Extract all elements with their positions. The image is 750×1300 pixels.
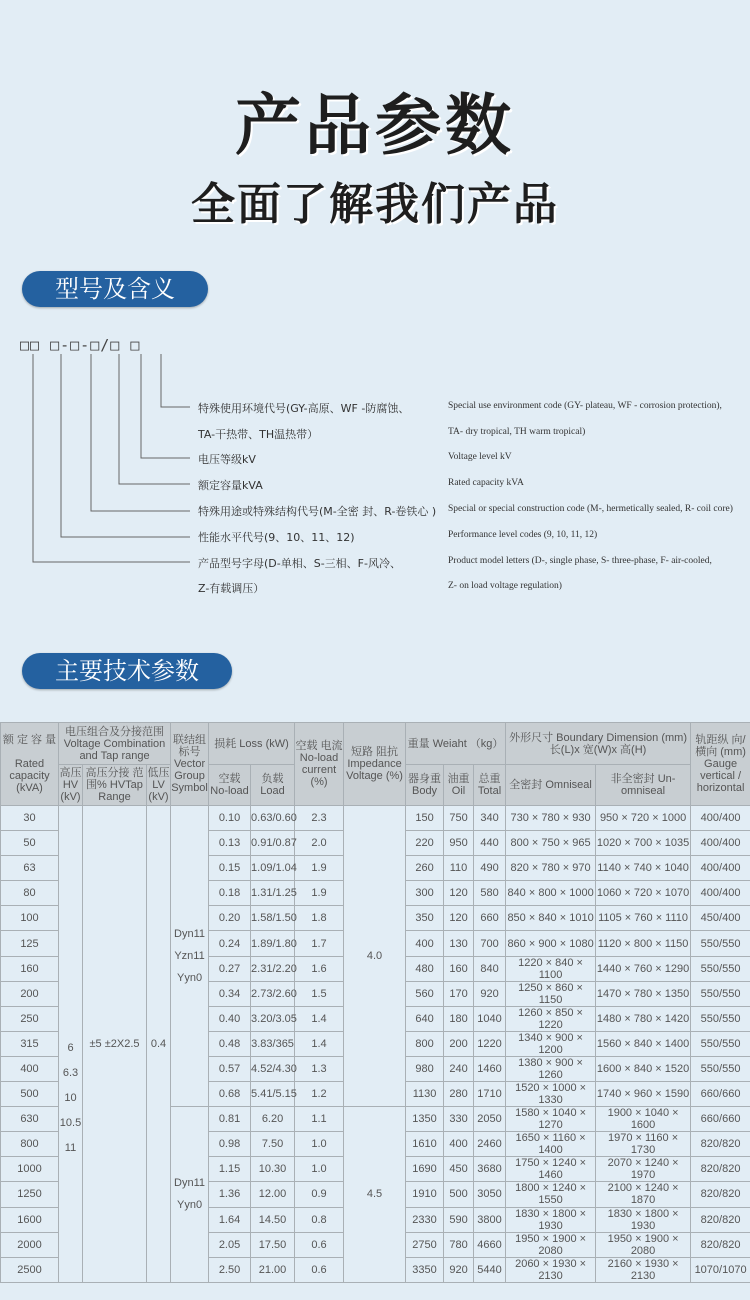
cell: 2160 × 1930 × 2130 xyxy=(596,1257,691,1282)
cell: 350 xyxy=(406,906,444,931)
cell: 1.7 xyxy=(295,931,344,956)
cell: 0.81 xyxy=(209,1107,251,1132)
model-meaning-cn: 特殊使用环境代号(GY-高原、WF -防腐蚀、 xyxy=(198,402,410,415)
cell: 400 xyxy=(444,1132,474,1157)
cell: 1.1 xyxy=(295,1107,344,1132)
cell: 1950 × 1900 × 2080 xyxy=(596,1232,691,1257)
cell: 400/400 xyxy=(691,881,750,906)
cell: 0.9 xyxy=(295,1182,344,1207)
cell: 1.31/1.25 xyxy=(251,881,295,906)
cell: 840 × 800 × 1000 xyxy=(506,881,596,906)
cell: 1600 xyxy=(1,1207,59,1232)
cell: 3680 xyxy=(474,1157,506,1182)
cell: 180 xyxy=(444,1006,474,1031)
cell: 21.00 xyxy=(251,1257,295,1282)
cell: 1900 × 1040 × 1600 xyxy=(596,1107,691,1132)
model-meaning-en: Voltage level kV xyxy=(448,452,512,462)
cell: 160 xyxy=(444,956,474,981)
cell: 850 × 840 × 1010 xyxy=(506,906,596,931)
cell: 1910 xyxy=(406,1182,444,1207)
cell: 820/820 xyxy=(691,1157,750,1182)
cell: 1.64 xyxy=(209,1207,251,1232)
cell: 2460 xyxy=(474,1132,506,1157)
cell: 300 xyxy=(406,881,444,906)
cell: 400/400 xyxy=(691,806,750,831)
th-tap: 高压分接 范围% HVTap Range xyxy=(83,765,147,806)
cell: 1380 × 900 × 1260 xyxy=(506,1056,596,1081)
cell: 500 xyxy=(1,1082,59,1107)
cell: 2050 xyxy=(474,1107,506,1132)
cell: 580 xyxy=(474,881,506,906)
th-vector: 联结组 标号 Vector Group Symbol xyxy=(171,723,209,806)
cell: 840 xyxy=(474,956,506,981)
cell: 240 xyxy=(444,1056,474,1081)
cell: 3350 xyxy=(406,1257,444,1282)
th-total: 总重 Total xyxy=(474,765,506,806)
cell: 0.18 xyxy=(209,881,251,906)
tap-range: ±5 ±2X2.5 xyxy=(83,806,147,1283)
th-lv: 低压 LV (kV) xyxy=(147,765,171,806)
cell: 800 xyxy=(1,1132,59,1157)
cell: 550/550 xyxy=(691,981,750,1006)
cell: 640 xyxy=(406,1006,444,1031)
cell: 820/820 xyxy=(691,1207,750,1232)
cell: 1950 × 1900 × 2080 xyxy=(506,1232,596,1257)
cell: 3800 xyxy=(474,1207,506,1232)
th-capacity: 额 定 容 量 Rated capacity (kVA) xyxy=(1,723,59,806)
cell: 200 xyxy=(444,1031,474,1056)
model-code-connector-lines xyxy=(0,0,750,620)
cell: 1800 × 1240 × 1550 xyxy=(506,1182,596,1207)
cell: 1480 × 780 × 1420 xyxy=(596,1006,691,1031)
model-meaning-cn: 额定容量kVA xyxy=(198,479,263,492)
cell: 1105 × 760 × 1110 xyxy=(596,906,691,931)
cell: 0.40 xyxy=(209,1006,251,1031)
cell: 1.2 xyxy=(295,1082,344,1107)
cell: 550/550 xyxy=(691,1006,750,1031)
cell: 1580 × 1040 × 1270 xyxy=(506,1107,596,1132)
cell: 2750 xyxy=(406,1232,444,1257)
cell: 1250 xyxy=(1,1182,59,1207)
cell: 2.50 xyxy=(209,1257,251,1282)
cell: 160 xyxy=(1,956,59,981)
cell: 3.20/3.05 xyxy=(251,1006,295,1031)
th-noload: 空载 No-load xyxy=(209,765,251,806)
cell: 250 xyxy=(1,1006,59,1031)
hv-values: 6 6.3 10 10.5 11 xyxy=(59,806,83,1283)
cell: 1460 xyxy=(474,1056,506,1081)
cell: 1560 × 840 × 1400 xyxy=(596,1031,691,1056)
cell: 1650 × 1160 × 1400 xyxy=(506,1132,596,1157)
cell: 920 xyxy=(444,1257,474,1282)
cell: 1.8 xyxy=(295,906,344,931)
cell: 730 × 780 × 930 xyxy=(506,806,596,831)
model-meaning-en: Rated capacity kVA xyxy=(448,478,524,488)
cell: 63 xyxy=(1,856,59,881)
impedance-2: 4.5 xyxy=(344,1107,406,1283)
cell: 0.6 xyxy=(295,1232,344,1257)
cell: 1690 xyxy=(406,1157,444,1182)
lv-value: 0.4 xyxy=(147,806,171,1283)
page-subtitle: 全面了解我们产品 xyxy=(191,179,559,230)
th-oil: 油重 Oil xyxy=(444,765,474,806)
section-badge-specs: 主要技术参数 xyxy=(22,653,232,689)
cell: 1250 × 860 × 1150 xyxy=(506,981,596,1006)
cell: 1120 × 800 × 1150 xyxy=(596,931,691,956)
model-meaning-en: Performance level codes (9, 10, 11, 12) xyxy=(448,530,598,540)
cell: 1260 × 850 × 1220 xyxy=(506,1006,596,1031)
model-code-pattern: □□ □-□-□/□ □ xyxy=(20,336,141,354)
cell: 2060 × 1930 × 2130 xyxy=(506,1257,596,1282)
cell: 260 xyxy=(406,856,444,881)
cell: 1220 xyxy=(474,1031,506,1056)
cell: 17.50 xyxy=(251,1232,295,1257)
cell: 550/550 xyxy=(691,956,750,981)
cell: 2500 xyxy=(1,1257,59,1282)
spec-table xyxy=(0,722,750,1283)
cell: 2.3 xyxy=(295,806,344,831)
vector-group-2: Dyn11 Yyn0 xyxy=(171,1107,209,1283)
cell: 750 xyxy=(444,806,474,831)
cell: 0.15 xyxy=(209,856,251,881)
cell: 1350 xyxy=(406,1107,444,1132)
cell: 630 xyxy=(1,1107,59,1132)
cell: 450/400 xyxy=(691,906,750,931)
model-meaning-en: Product model letters (D-, single phase, S- three-phase, F- air-cooled, xyxy=(448,556,712,566)
cell: 200 xyxy=(1,981,59,1006)
cell: 1.4 xyxy=(295,1006,344,1031)
cell: 1830 × 1800 × 1930 xyxy=(596,1207,691,1232)
page-title: 产品参数 xyxy=(235,87,515,164)
cell: 0.57 xyxy=(209,1056,251,1081)
cell: 0.98 xyxy=(209,1132,251,1157)
cell: 1070/1070 xyxy=(691,1257,750,1282)
cell: 550/550 xyxy=(691,1056,750,1081)
table-row xyxy=(1,806,750,831)
cell: 12.00 xyxy=(251,1182,295,1207)
cell: 1.3 xyxy=(295,1056,344,1081)
cell: 1.6 xyxy=(295,956,344,981)
cell: 820 × 780 × 970 xyxy=(506,856,596,881)
cell: 1470 × 780 × 1350 xyxy=(596,981,691,1006)
cell: 120 xyxy=(444,906,474,931)
cell: 700 xyxy=(474,931,506,956)
cell: 315 xyxy=(1,1031,59,1056)
th-voltage: 电压组合及分接范围 Voltage Combination and Tap range xyxy=(59,723,171,765)
model-meaning-en: Z- on load voltage regulation) xyxy=(448,581,562,591)
cell: 1830 × 1800 × 1930 xyxy=(506,1207,596,1232)
cell: 280 xyxy=(444,1082,474,1107)
model-meaning-en: TA- dry tropical, TH warm tropical) xyxy=(448,427,586,437)
cell: 2070 × 1240 × 1970 xyxy=(596,1157,691,1182)
cell: 2330 xyxy=(406,1207,444,1232)
th-body: 器身重 Body xyxy=(406,765,444,806)
cell: 1.89/1.80 xyxy=(251,931,295,956)
cell: 1.36 xyxy=(209,1182,251,1207)
cell: 0.34 xyxy=(209,981,251,1006)
cell: 2000 xyxy=(1,1232,59,1257)
th-unomniseal: 非全密封 Un-omniseal xyxy=(596,765,691,806)
cell: 1060 × 720 × 1070 xyxy=(596,881,691,906)
cell: 800 × 750 × 965 xyxy=(506,831,596,856)
vector-group-1: Dyn11 Yzn11 Yyn0 xyxy=(171,806,209,1107)
th-load: 负载 Load xyxy=(251,765,295,806)
th-gauge: 轨距纵 向/横向 (mm) Gauge vertical / horizontal xyxy=(691,723,750,806)
cell: 1750 × 1240 × 1460 xyxy=(506,1157,596,1182)
cell: 1020 × 700 × 1035 xyxy=(596,831,691,856)
cell: 2.0 xyxy=(295,831,344,856)
cell: 1040 xyxy=(474,1006,506,1031)
cell: 1.5 xyxy=(295,981,344,1006)
cell: 1140 × 740 × 1040 xyxy=(596,856,691,881)
cell: 0.91/0.87 xyxy=(251,831,295,856)
cell: 0.13 xyxy=(209,831,251,856)
th-impedance: 短路 阻抗 Impedance Voltage (%) xyxy=(344,723,406,806)
cell: 330 xyxy=(444,1107,474,1132)
model-meaning-en: Special or special construction code (M-, hermetically sealed, R- coil core) xyxy=(448,504,733,514)
cell: 130 xyxy=(444,931,474,956)
cell: 1.09/1.04 xyxy=(251,856,295,881)
cell: 0.8 xyxy=(295,1207,344,1232)
cell: 490 xyxy=(474,856,506,881)
cell: 1.9 xyxy=(295,881,344,906)
cell: 100 xyxy=(1,906,59,931)
cell: 550/550 xyxy=(691,931,750,956)
th-hv: 高压 HV (kV) xyxy=(59,765,83,806)
cell: 1340 × 900 × 1200 xyxy=(506,1031,596,1056)
cell: 550/550 xyxy=(691,1031,750,1056)
cell: 2.73/2.60 xyxy=(251,981,295,1006)
cell: 4660 xyxy=(474,1232,506,1257)
th-omniseal: 全密封 Omniseal xyxy=(506,765,596,806)
cell: 440 xyxy=(474,831,506,856)
cell: 0.24 xyxy=(209,931,251,956)
model-meaning-en: Special use environment code (GY- plateau, WF - corrosion protection), xyxy=(448,401,722,411)
cell: 660/660 xyxy=(691,1082,750,1107)
cell: 780 xyxy=(444,1232,474,1257)
cell: 820/820 xyxy=(691,1232,750,1257)
cell: 1600 × 840 × 1520 xyxy=(596,1056,691,1081)
th-dimension: 外形尺寸 Boundary Dimension (mm) 长(L)x 宽(W)x 高(H) xyxy=(506,723,691,765)
cell: 6.20 xyxy=(251,1107,295,1132)
cell: 1740 × 960 × 1590 xyxy=(596,1082,691,1107)
cell: 480 xyxy=(406,956,444,981)
cell: 50 xyxy=(1,831,59,856)
cell: 1.0 xyxy=(295,1132,344,1157)
cell: 400 xyxy=(1,1056,59,1081)
impedance-1: 4.0 xyxy=(344,806,406,1107)
th-current: 空载 电流 No-load current (%) xyxy=(295,723,344,806)
cell: 220 xyxy=(406,831,444,856)
cell: 590 xyxy=(444,1207,474,1232)
model-meaning-cn: TA-干热带、TH温热带） xyxy=(198,428,319,441)
model-meaning-cn: 电压等级kV xyxy=(198,453,256,466)
cell: 1000 xyxy=(1,1157,59,1182)
cell: 30 xyxy=(1,806,59,831)
cell: 10.30 xyxy=(251,1157,295,1182)
cell: 1130 xyxy=(406,1082,444,1107)
cell: 150 xyxy=(406,806,444,831)
cell: 450 xyxy=(444,1157,474,1182)
cell: 3050 xyxy=(474,1182,506,1207)
cell: 1220 × 840 × 1100 xyxy=(506,956,596,981)
cell: 1.0 xyxy=(295,1157,344,1182)
model-meaning-cn: 产品型号字母(D-单相、S-三相、F-风冷、 xyxy=(198,557,401,570)
cell: 660/660 xyxy=(691,1107,750,1132)
cell: 1.9 xyxy=(295,856,344,881)
cell: 0.10 xyxy=(209,806,251,831)
cell: 80 xyxy=(1,881,59,906)
cell: 0.20 xyxy=(209,906,251,931)
cell: 1520 × 1000 × 1330 xyxy=(506,1082,596,1107)
cell: 110 xyxy=(444,856,474,881)
cell: 860 × 900 × 1080 xyxy=(506,931,596,956)
cell: 0.48 xyxy=(209,1031,251,1056)
th-weight: 重量 Weiaht （kg） xyxy=(406,723,506,765)
th-loss: 损耗 Loss (kW) xyxy=(209,723,295,765)
cell: 980 xyxy=(406,1056,444,1081)
cell: 125 xyxy=(1,931,59,956)
cell: 2100 × 1240 × 1870 xyxy=(596,1182,691,1207)
cell: 5440 xyxy=(474,1257,506,1282)
cell: 0.27 xyxy=(209,956,251,981)
cell: 340 xyxy=(474,806,506,831)
cell: 400/400 xyxy=(691,856,750,881)
cell: 1.58/1.50 xyxy=(251,906,295,931)
cell: 4.52/4.30 xyxy=(251,1056,295,1081)
cell: 400 xyxy=(406,931,444,956)
model-meaning-cn: 特殊用途或特殊结构代号(M-全密 封、R-卷铁心 ) xyxy=(198,505,437,518)
cell: 660 xyxy=(474,906,506,931)
cell: 500 xyxy=(444,1182,474,1207)
cell: 820/820 xyxy=(691,1132,750,1157)
cell: 0.6 xyxy=(295,1257,344,1282)
cell: 950 xyxy=(444,831,474,856)
model-meaning-cn: 性能水平代号(9、10、11、12) xyxy=(198,531,355,544)
cell: 1710 xyxy=(474,1082,506,1107)
cell: 400/400 xyxy=(691,831,750,856)
cell: 120 xyxy=(444,881,474,906)
cell: 800 xyxy=(406,1031,444,1056)
model-meaning-cn: Z-有载调压） xyxy=(198,582,265,595)
cell: 0.63/0.60 xyxy=(251,806,295,831)
cell: 920 xyxy=(474,981,506,1006)
cell: 820/820 xyxy=(691,1182,750,1207)
cell: 3.83/365 xyxy=(251,1031,295,1056)
cell: 5.41/5.15 xyxy=(251,1082,295,1107)
cell: 170 xyxy=(444,981,474,1006)
cell: 560 xyxy=(406,981,444,1006)
cell: 1.4 xyxy=(295,1031,344,1056)
cell: 14.50 xyxy=(251,1207,295,1232)
cell: 2.05 xyxy=(209,1232,251,1257)
cell: 2.31/2.20 xyxy=(251,956,295,981)
cell: 0.68 xyxy=(209,1082,251,1107)
cell: 1440 × 760 × 1290 xyxy=(596,956,691,981)
cell: 1.15 xyxy=(209,1157,251,1182)
section-badge-model: 型号及含义 xyxy=(22,271,208,307)
cell: 7.50 xyxy=(251,1132,295,1157)
cell: 950 × 720 × 1000 xyxy=(596,806,691,831)
cell: 1610 xyxy=(406,1132,444,1157)
cell: 1970 × 1160 × 1730 xyxy=(596,1132,691,1157)
